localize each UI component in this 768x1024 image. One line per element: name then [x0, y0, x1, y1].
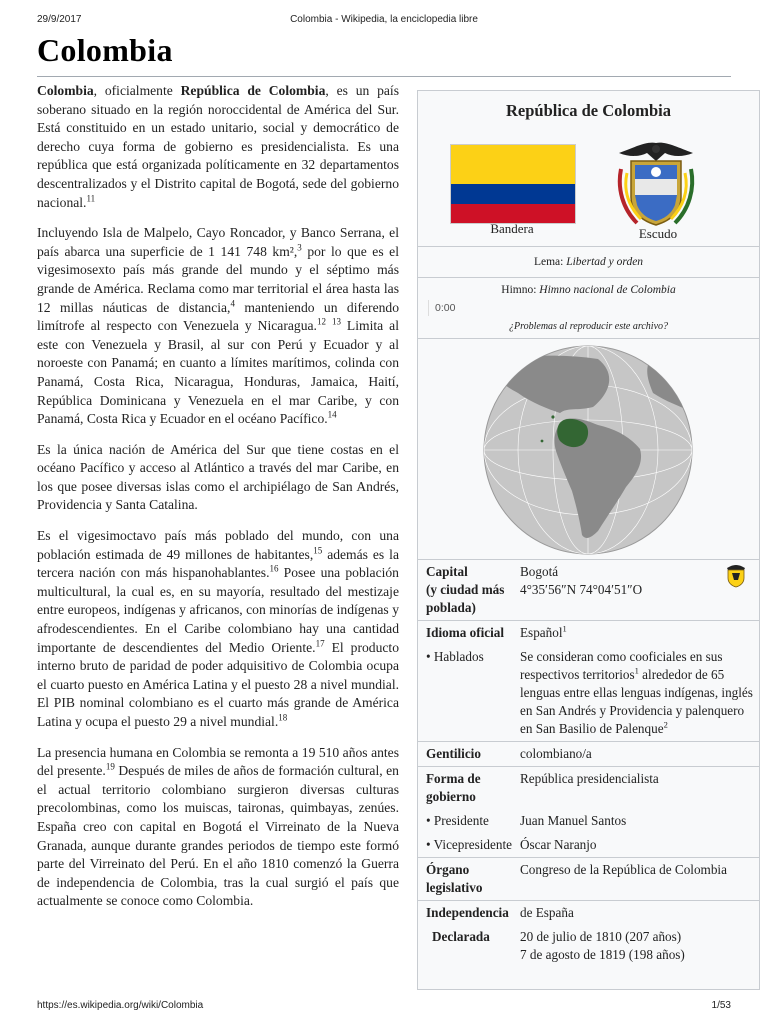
print-page-title: Colombia - Wikipedia, la enciclopedia libre — [290, 14, 478, 25]
organo-label: Órgano legislativo — [426, 862, 483, 895]
date-1819[interactable]: 7 de agosto de 1819 (198 años) — [520, 947, 685, 962]
title-rule — [37, 76, 731, 77]
ref-link[interactable]: 1 — [634, 665, 639, 676]
independencia-value — [520, 901, 759, 925]
infobox-title: República de Colombia — [505, 101, 672, 120]
text: Incluyendo Isla de Malpelo, Cayo Roncador, y Banco Serrana, el país abarca una superficie de 1 141 748 km², — [37, 225, 399, 259]
coat-of-arms-caption[interactable]: Escudo — [638, 226, 678, 241]
text: por lo que es el vigesimosexto país más grande del mundo y el séptimo más grande de América. Reclama como mar territorial el área hasta las 12 millas náuticas de distancia, — [37, 243, 399, 315]
audio-time: 0:00 — [435, 302, 456, 314]
infobox-data-rows — [418, 559, 759, 967]
date-1810[interactable]: 20 de julio de 1810 (207 años) — [520, 929, 682, 944]
forma-label: Forma de gobierno — [426, 771, 481, 804]
row-organo-legislativo — [418, 858, 759, 901]
gentilicio-value: colombiano/a — [520, 746, 592, 761]
paragraph-population — [37, 527, 399, 732]
article-title: Colombia — [37, 32, 173, 68]
presidente-link[interactable]: Juan Manuel Santos — [520, 813, 627, 828]
forma-link[interactable]: República presidencialista — [520, 771, 659, 786]
anthem-link[interactable]: Himno nacional de Colombia — [539, 284, 676, 296]
row-hablados — [418, 645, 759, 742]
declarada-value — [520, 925, 759, 967]
infobox-images — [418, 131, 759, 246]
text: Posee una población multicultural, la cual es, en su mayoría, resultado del mestizaje entre europeos, indígenas y africanos, con minorías de indígenas y afrodescendientes. En el Caribe colombiano hay una cantidad importante de descendientes del Medio Oriente. — [37, 565, 399, 655]
capital-label — [418, 560, 520, 620]
vicepresidente-label: • Vicepresidente — [426, 837, 512, 852]
motto-row — [418, 246, 759, 277]
row-idioma — [418, 621, 759, 645]
location-map — [418, 338, 759, 559]
text: La presencia humana en Colombia se remonta a 19 510 años antes del presente. — [37, 744, 399, 779]
print-footer — [37, 1000, 731, 1014]
ref-link[interactable]: 17 — [315, 638, 325, 649]
ref-link[interactable]: 18 — [278, 712, 288, 723]
ref-link[interactable]: 4 — [230, 298, 235, 308]
text: El producto interno bruto de paridad de poder adquisitivo de Colombia ocupa el cuarto puesto en América Latina y el puesto 28 a nivel mundial. El PIB nominal colombiano es el cuarto más grande de América Latina y ocupa el puesto 29 a nivel mundial. — [37, 639, 399, 729]
text: Limita al este con Venezuela y Brasil, al sur con Perú y Ecuador y al noroeste con Panamá; en cuanto a límites marítimos, colinda con Panamá, Costa Rica, Nicaragua, Honduras, Jamaica, Haití, República Dominicana y Venezuela en el mar Caribe, y con Panamá, Costa Rica y Ecuador en el océano Pacífico. — [37, 318, 399, 427]
declarada-label: Declarada — [432, 929, 490, 944]
print-date: 29/9/2017 — [37, 14, 82, 25]
idioma-value — [520, 621, 759, 645]
idioma-label: Idioma oficial — [426, 625, 505, 640]
ref-link[interactable]: 2 — [663, 719, 668, 730]
presidente-value — [520, 809, 759, 833]
paragraph-intro — [37, 82, 399, 212]
print-header — [37, 14, 731, 30]
motto-value[interactable]: Libertad y orden — [566, 256, 644, 268]
globe-map-image[interactable] — [448, 345, 728, 555]
article-body — [37, 82, 399, 923]
ref-link[interactable]: 13 — [331, 316, 341, 327]
row-forma-gobierno — [418, 767, 759, 809]
flag-yellow-stripe — [451, 145, 575, 184]
text: manteniendo un diferendo limítrofe al respecto con Venezuela y Nicaragua. — [37, 299, 399, 334]
paragraph-history — [37, 744, 399, 911]
infobox — [417, 90, 760, 990]
text: además es la tercera nación con más hispanohablantes. — [37, 546, 399, 581]
label: Capital — [426, 564, 468, 579]
ref-link[interactable]: 14 — [327, 409, 337, 420]
independencia-link[interactable]: de España — [520, 905, 574, 920]
row-vicepresidente — [418, 833, 759, 858]
hablados-value — [520, 645, 759, 741]
anthem-title — [418, 284, 759, 296]
text: Se consideran como cooficiales en sus respectivos territorios — [520, 649, 723, 682]
flag-caption[interactable]: Bandera — [490, 221, 534, 236]
bogota-shield-icon[interactable] — [725, 564, 747, 588]
idioma-link[interactable]: Español — [520, 625, 563, 640]
flag-image[interactable] — [450, 144, 576, 224]
row-declarada — [418, 925, 759, 967]
ref-link[interactable]: 16 — [269, 563, 279, 574]
text: Es el vigesimoctavo país más poblado del mundo, con una población estimada de 49 millones de habitantes, — [37, 528, 399, 562]
vicepresidente-value — [520, 833, 759, 857]
text: , es un país soberano situado en la región noroccidental de América del Sur. Está constituido en un estado unitario, social y democrático de derecho cuya forma de gobierno es presidencialista. Es una república que está organizada políticamente en 32 departamentos descentralizados y el Distrito capital de Bogotá, sede del gobierno nacional. — [37, 83, 399, 210]
ref-link[interactable]: 11 — [86, 193, 96, 204]
forma-value — [520, 767, 759, 809]
capital-coordinates-link[interactable]: 4°35′56″N 74°04′51″O — [520, 582, 643, 597]
ref-link[interactable]: 3 — [297, 242, 302, 253]
independencia-label: Independencia — [426, 905, 509, 920]
coat-of-arms-image[interactable] — [613, 139, 699, 231]
audio-player[interactable] — [428, 300, 749, 316]
motto-label: Lema: — [533, 256, 567, 268]
label: (y ciudad más poblada) — [426, 582, 505, 615]
row-presidente — [418, 809, 759, 833]
anthem-row — [418, 277, 759, 338]
bold-official-name: República de Colombia — [180, 83, 326, 98]
print-url: https://es.wikipedia.org/wiki/Colombia — [37, 1000, 204, 1011]
organo-value — [520, 858, 759, 900]
capital-link[interactable]: Bogotá — [520, 564, 559, 579]
row-independencia — [418, 901, 759, 925]
ref-link[interactable]: 12 — [316, 316, 326, 327]
presidente-label: • Presidente — [426, 813, 489, 828]
bold-name: Colombia — [37, 83, 94, 98]
row-capital — [418, 560, 759, 621]
text: alrededor de 65 lenguas entre ellas lenguas indígenas, inglés en San Andrés y Providencia y palenquero en San Basilio de Palenque — [520, 667, 753, 736]
audio-problems-link[interactable]: ¿Problemas al reproducir este archivo? — [508, 321, 669, 332]
row-gentilicio — [418, 742, 759, 767]
ref-link[interactable]: 19 — [105, 761, 115, 772]
vicepresidente-link[interactable]: Óscar Naranjo — [520, 837, 597, 852]
anthem-label: Himno: — [501, 284, 540, 296]
capital-value — [520, 560, 759, 620]
ref-link[interactable]: 1 — [562, 623, 567, 634]
ref-link[interactable]: 15 — [313, 545, 323, 556]
hablados-label: • Hablados — [426, 649, 484, 664]
paragraph-coasts: Es la única nación de América del Sur que tiene costas en el océano Pacífico y acceso al Atlántico a través del mar Caribe, en los que posee diversas islas como el archipiélago de San Andrés, Providencia y Santa Catalina. — [37, 441, 399, 513]
text: Después de miles de años de formación cultural, en el actual territorio colombiano surgieron diversas culturas precolombinas, como los muiscas, taironas, quimbayas, zenúes. España creo con capital en Bogotá el Virreinato de la Nueva Granada, aunque durante grandes periodos de tiempo este formó parte del Virreinato del Perú. En el año 1810 comenzó la Guerra de independencia de Colombia, tras la cual surgió el país que actualmente se conoce como Colombia. — [37, 763, 399, 909]
gentilicio-label: Gentilicio — [426, 746, 481, 761]
print-page-number: 1/53 — [711, 1000, 731, 1011]
flag-blue-stripe — [451, 184, 575, 204]
text: , oficialmente — [93, 83, 181, 98]
paragraph-geography — [37, 224, 399, 429]
organo-link[interactable]: Congreso de la República de Colombia — [520, 862, 727, 877]
